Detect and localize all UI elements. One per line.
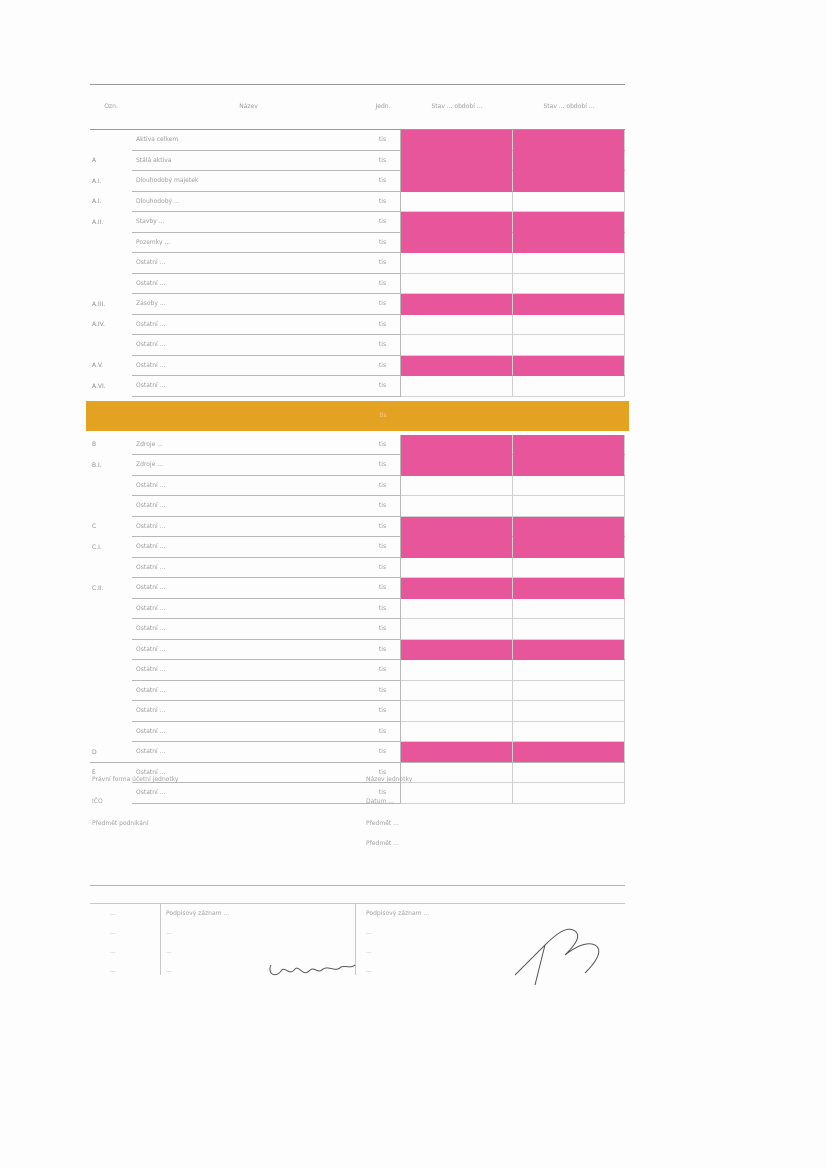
signature-mark-2: [505, 915, 615, 990]
row-value-period-1: [401, 496, 513, 517]
row-value-period-2: [513, 783, 625, 804]
row-value-period-2: [513, 537, 625, 558]
table-row: [90, 435, 625, 456]
row-value-period-2: [513, 315, 625, 336]
footer-col2-2: ...: [166, 929, 172, 936]
header-code: Ozn.: [104, 103, 118, 110]
row-code: [90, 274, 132, 295]
row-code: A.I.: [92, 198, 102, 206]
info-left-2: IČO: [92, 798, 103, 805]
row-name: Ostatní ...: [132, 701, 365, 722]
row-value-period-2: [513, 455, 625, 476]
row-code: [90, 253, 132, 274]
row-name: Dlouhodobý ...: [132, 192, 365, 213]
table-row: [90, 192, 625, 213]
row-unit: tis: [365, 130, 401, 151]
table-row: [90, 517, 625, 538]
row-unit: tis: [365, 435, 401, 456]
row-unit: tis: [365, 212, 401, 233]
row-unit: tis: [365, 171, 401, 192]
footer-col1-3: ...: [110, 948, 116, 955]
info-right-4: Předmět ...: [366, 840, 399, 847]
footer-col3-2: ...: [366, 929, 372, 936]
row-code: [90, 640, 132, 661]
row-value-period-2: [513, 742, 625, 763]
row-unit: tis: [379, 412, 387, 419]
table-row: [90, 537, 625, 558]
row-value-period-1: [401, 233, 513, 254]
row-code: [90, 660, 132, 681]
row-value-period-2: [513, 701, 625, 722]
table-header: [90, 84, 625, 130]
row-value-period-1: [401, 212, 513, 233]
row-unit: tis: [365, 599, 401, 620]
table-row: [90, 315, 625, 336]
table-row: [90, 212, 625, 233]
row-value-period-1: [401, 192, 513, 213]
table-row: [90, 742, 625, 763]
row-value-period-1: [401, 517, 513, 538]
row-value-period-2: [513, 619, 625, 640]
row-name: Ostatní ...: [132, 274, 365, 295]
row-value-period-2: [513, 294, 625, 315]
row-unit: tis: [365, 619, 401, 640]
row-value-period-1: [401, 578, 513, 599]
row-value-period-2: [513, 517, 625, 538]
table-row: [90, 356, 625, 377]
row-value-period-1: [401, 130, 513, 151]
row-unit: tis: [365, 315, 401, 336]
row-unit: tis: [365, 253, 401, 274]
row-unit: tis: [365, 537, 401, 558]
row-value-period-1: [401, 701, 513, 722]
row-value-period-1: [401, 253, 513, 274]
row-value-period-2: [513, 496, 625, 517]
row-code: A.II.: [92, 218, 104, 226]
header-name: Název: [239, 103, 258, 110]
table-row: [90, 171, 625, 192]
table-row: [90, 476, 625, 497]
row-value-period-1: [401, 274, 513, 295]
table-row: [90, 376, 625, 397]
footer-col3-4: ...: [366, 967, 372, 974]
row-name: Ostatní ...: [132, 681, 365, 702]
header-period-1: Stav ... období ...: [431, 103, 483, 110]
row-code: C.I.: [92, 543, 102, 551]
row-name: Stavby ...: [132, 212, 365, 233]
row-unit: tis: [365, 660, 401, 681]
info-right-3: Předmět ...: [366, 820, 399, 827]
row-value-period-1: [401, 599, 513, 620]
row-value-period-2: [513, 253, 625, 274]
row-value-period-1: [401, 763, 513, 784]
row-code: A.III.: [92, 300, 106, 308]
table-body: [90, 130, 625, 804]
signature-mark-1: [265, 955, 360, 985]
row-name: Ostatní ...: [132, 640, 365, 661]
row-name: Ostatní ...: [132, 376, 365, 397]
info-right-2: Datum ...: [366, 798, 394, 805]
row-name: Ostatní ...: [132, 496, 365, 517]
row-value-period-1: [401, 558, 513, 579]
row-unit: tis: [365, 151, 401, 172]
row-name: Ostatní ...: [132, 660, 365, 681]
row-value-period-2: [513, 335, 625, 356]
row-unit: tis: [365, 517, 401, 538]
row-name: Ostatní ...: [132, 537, 365, 558]
row-value-period-2: [513, 151, 625, 172]
row-code: [90, 401, 132, 431]
row-value-period-1: [401, 783, 513, 804]
row-code: E: [92, 769, 96, 777]
table-row: [90, 294, 625, 315]
footer-col2-4: ...: [166, 967, 172, 974]
row-unit: tis: [365, 294, 401, 315]
row-code: D: [92, 748, 97, 756]
table-row: [90, 783, 625, 804]
row-name: Ostatní ...: [132, 578, 365, 599]
row-value-period-2: [513, 376, 625, 397]
row-code: C: [92, 523, 97, 531]
row-name: Ostatní ...: [132, 476, 365, 497]
row-value-period-2: [513, 681, 625, 702]
table-row: [90, 640, 625, 661]
row-name: Zdroje ...: [132, 455, 365, 476]
header-period-2: Stav ... období ...: [543, 103, 595, 110]
row-code: B.I.: [92, 461, 102, 469]
info-right-1: Název jednotky: [366, 776, 413, 783]
row-unit: tis: [365, 233, 401, 254]
row-value-period-2: [513, 435, 625, 456]
row-value-period-2: [513, 212, 625, 233]
balance-table: [90, 84, 625, 804]
row-value-period-1: [401, 537, 513, 558]
section-divider: [90, 885, 625, 886]
row-value-period-1: [401, 681, 513, 702]
row-value-period-1: [401, 401, 513, 431]
row-code: A.I.: [92, 177, 102, 185]
footer-col1-2: ...: [110, 929, 116, 936]
row-value-period-1: [401, 660, 513, 681]
row-name: [132, 401, 365, 431]
row-unit: tis: [365, 192, 401, 213]
row-value-period-2: [513, 356, 625, 377]
row-value-period-1: [401, 151, 513, 172]
row-value-period-1: [401, 376, 513, 397]
info-left-3: Předmět podnikání: [92, 820, 149, 827]
row-code: [90, 701, 132, 722]
row-name: Dlouhodobý majetek: [132, 171, 365, 192]
table-row: [90, 701, 625, 722]
row-unit: tis: [365, 356, 401, 377]
table-row: [90, 722, 625, 743]
row-unit: tis: [365, 558, 401, 579]
row-code: [90, 130, 132, 151]
row-value-period-2: [513, 233, 625, 254]
row-name: Ostatní ...: [132, 599, 365, 620]
section-divider: [90, 762, 625, 763]
row-unit: tis: [365, 335, 401, 356]
row-value-period-2: [513, 722, 625, 743]
row-name: Ostatní ...: [132, 335, 365, 356]
row-name: Ostatní ...: [132, 742, 365, 763]
row-unit: tis: [365, 496, 401, 517]
row-code: C.II.: [92, 584, 104, 592]
footer-col1-1: ...: [110, 910, 116, 917]
row-value-period-1: [401, 356, 513, 377]
row-value-period-1: [401, 335, 513, 356]
row-value-period-1: [401, 640, 513, 661]
row-unit: tis: [365, 376, 401, 397]
row-name: Pozemky ...: [132, 233, 365, 254]
footer-col2-1: Podpisový záznam ...: [166, 910, 230, 917]
info-left-1: Právní forma účetní jednotky: [92, 776, 179, 783]
row-code: A.IV.: [92, 321, 105, 329]
row-value-period-2: [513, 660, 625, 681]
row-name: Ostatní ...: [132, 558, 365, 579]
row-code: [90, 619, 132, 640]
row-code: [90, 599, 132, 620]
row-code: [90, 722, 132, 743]
row-value-period-2: [513, 274, 625, 295]
table-row: [90, 151, 625, 172]
table-row: [90, 455, 625, 476]
row-value-period-1: [401, 315, 513, 336]
row-value-period-2: [513, 558, 625, 579]
row-value-period-2: [513, 640, 625, 661]
row-value-period-1: [401, 619, 513, 640]
table-row: [90, 253, 625, 274]
table-row: [90, 233, 625, 254]
row-code: [90, 335, 132, 356]
header-unit: Jedn.: [375, 103, 391, 110]
row-value-period-1: [401, 476, 513, 497]
row-name: Ostatní ...: [132, 619, 365, 640]
row-value-period-2: [513, 763, 625, 784]
row-unit: tis: [365, 578, 401, 599]
row-value-period-2: [513, 401, 625, 431]
footer-top-line: [90, 903, 625, 904]
table-row: [90, 599, 625, 620]
row-code: B: [92, 441, 97, 449]
row-unit: tis: [365, 274, 401, 295]
footer-col1-4: ...: [110, 967, 116, 974]
row-value-period-1: [401, 435, 513, 456]
row-name: Zdroje ...: [132, 435, 365, 456]
row-name: Ostatní ...: [132, 783, 365, 804]
row-value-period-1: [401, 171, 513, 192]
table-row: [90, 496, 625, 517]
table-row: [90, 578, 625, 599]
table-row: [90, 558, 625, 579]
row-unit: tis: [365, 455, 401, 476]
row-value-period-1: [401, 294, 513, 315]
footer-col-divider: [160, 903, 161, 975]
row-value-period-2: [513, 476, 625, 497]
row-name: Zásoby ...: [132, 294, 365, 315]
row-name: Ostatní ...: [132, 763, 365, 784]
row-unit: tis: [365, 681, 401, 702]
table-row: [90, 660, 625, 681]
row-unit: tis: [365, 763, 401, 784]
row-value-period-1: [401, 455, 513, 476]
table-row: [90, 274, 625, 295]
row-unit: tis: [365, 476, 401, 497]
row-code: A.V.: [92, 362, 104, 370]
row-name: Ostatní ...: [132, 356, 365, 377]
footer-col3-1: Podpisový záznam ...: [366, 910, 430, 917]
row-code: A.VI.: [92, 382, 106, 390]
row-code: [90, 496, 132, 517]
row-code: A: [92, 157, 97, 165]
row-name: Ostatní ...: [132, 315, 365, 336]
row-unit: tis: [365, 722, 401, 743]
row-name: Ostatní ...: [132, 722, 365, 743]
row-name: Ostatní ...: [132, 517, 365, 538]
table-row: [90, 130, 625, 151]
row-value-period-2: [513, 192, 625, 213]
row-unit: tis: [365, 701, 401, 722]
row-value-period-2: [513, 599, 625, 620]
table-row: [90, 619, 625, 640]
footer-col3-3: ...: [366, 948, 372, 955]
row-code: [90, 476, 132, 497]
row-value-period-2: [513, 130, 625, 151]
row-unit: tis: [365, 640, 401, 661]
row-value-period-1: [401, 742, 513, 763]
table-row: [90, 335, 625, 356]
row-code: [90, 681, 132, 702]
row-code: [90, 233, 132, 254]
footer-col2-3: ...: [166, 948, 172, 955]
row-value-period-1: [401, 722, 513, 743]
row-code: [90, 558, 132, 579]
row-unit: tis: [365, 742, 401, 763]
row-name: Stálá aktiva: [132, 151, 365, 172]
row-value-period-2: [513, 578, 625, 599]
row-name: Aktiva celkem: [132, 130, 365, 151]
table-row: [86, 401, 629, 431]
row-value-period-2: [513, 171, 625, 192]
table-row: [90, 681, 625, 702]
row-unit: tis: [365, 783, 401, 804]
row-name: Ostatní ...: [132, 253, 365, 274]
